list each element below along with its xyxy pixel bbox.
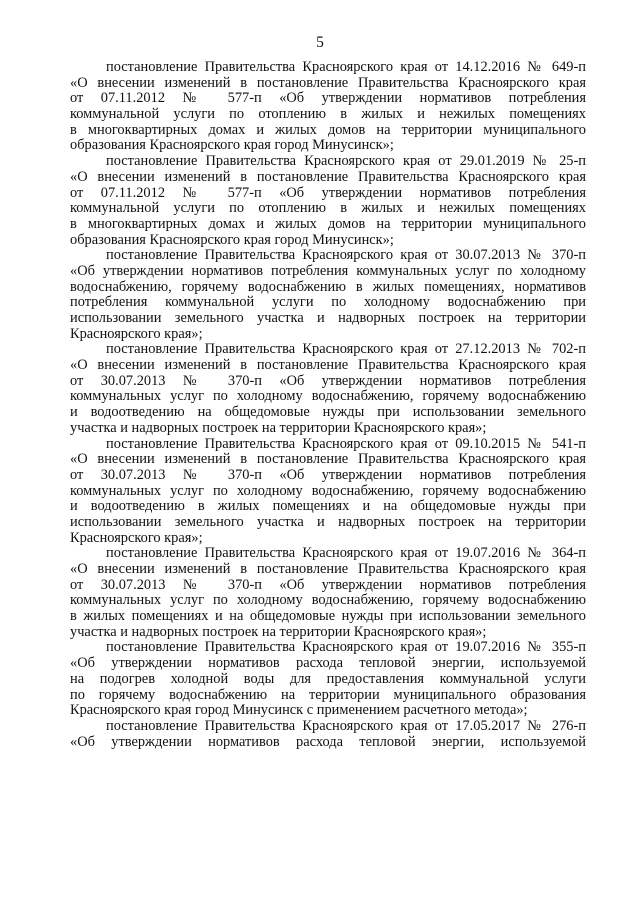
text-line: в многоквартирных домах и жилых домов на территории муниципального bbox=[70, 216, 586, 232]
paragraph-first-line: постановление Правительства Красноярского края от 19.07.2016 № 355-п bbox=[106, 640, 586, 656]
text-line: «О внесении изменений в постановление Правительства Красноярского края bbox=[70, 75, 586, 91]
text-line: в многоквартирных домах и жилых домов на территории муниципального bbox=[70, 122, 586, 138]
text-line: участка и надворных построек на территории Красноярского края»; bbox=[70, 624, 487, 640]
page-number: 5 bbox=[316, 34, 324, 51]
text-line: от 30.07.2013 № 370-п «Об утверждении нормативов потребления bbox=[70, 373, 586, 389]
text-line: от 30.07.2013 № 370-п «Об утверждении нормативов потребления bbox=[70, 577, 586, 593]
text-line: коммунальных услуг по холодному водоснабжению, горячему водоснабжению bbox=[70, 593, 586, 609]
paragraph-first-line: постановление Правительства Красноярского края от 30.07.2013 № 370-п bbox=[106, 248, 586, 264]
text-line: от 07.11.2012 № 577-п «Об утверждении нормативов потребления bbox=[70, 185, 586, 201]
paragraph-first-line: постановление Правительства Красноярского края от 09.10.2015 № 541-п bbox=[106, 436, 586, 452]
text-line: использовании земельного участка и надворных построек на территории bbox=[70, 311, 586, 326]
paragraph-first-line: постановление Правительства Красноярского края от 29.01.2019 № 25-п bbox=[106, 154, 586, 170]
text-line: «О внесении изменений в постановление Правительства Красноярского края bbox=[70, 562, 586, 577]
text-line: «О внесении изменений в постановление Правительства Красноярского края bbox=[70, 358, 586, 374]
text-line: «Об утверждении нормативов расхода тепловой энергии, используемой bbox=[70, 734, 586, 750]
text-line: «О внесении изменений в постановление Правительства Красноярского края bbox=[70, 452, 586, 468]
paragraph-first-line: постановление Правительства Красноярского края от 27.12.2013 № 702-п bbox=[106, 342, 586, 358]
text-line: и водоотведению в жилых помещениях и на общедомовые нужды при bbox=[70, 499, 586, 515]
text-line: коммунальной услуги по отоплению в жилых и нежилых помещениях bbox=[70, 107, 586, 123]
paragraph-first-line: постановление Правительства Красноярского края от 14.12.2016 № 649-п bbox=[106, 60, 586, 75]
text-line: Красноярского края город Минусинск с применением расчетного метода»; bbox=[70, 703, 528, 719]
text-line: «О внесении изменений в постановление Правительства Красноярского края bbox=[70, 169, 586, 185]
text-line: Красноярского края»; bbox=[70, 530, 203, 546]
text-line: на подогрев холодной воды для предоставления коммунальной услуги bbox=[70, 671, 586, 687]
text-line: коммунальных услуг по холодному водоснабжению, горячему водоснабжению bbox=[70, 483, 586, 499]
text-line: «Об утверждении нормативов потребления коммунальных услуг по холодному bbox=[70, 263, 586, 279]
text-line: от 30.07.2013 № 370-п «Об утверждении нормативов потребления bbox=[70, 467, 586, 483]
text-line: «Об утверждении нормативов расхода тепловой энергии, используемой bbox=[70, 656, 586, 672]
text-line: использовании земельного участка и надворных построек на территории bbox=[70, 514, 586, 530]
text-line: коммунальной услуги по отоплению в жилых и нежилых помещениях bbox=[70, 201, 586, 217]
text-line: в жилых помещениях и на общедомовые нужды при использовании земельного bbox=[70, 609, 586, 625]
text-line: потребления коммунальной услуги по холодному водоснабжению при bbox=[70, 295, 586, 311]
text-line: от 07.11.2012 № 577-п «Об утверждении нормативов потребления bbox=[70, 91, 586, 107]
document-body bbox=[70, 60, 586, 750]
text-line: образования Красноярского края город Минусинск»; bbox=[70, 138, 394, 154]
text-line: по горячему водоснабжению на территории муниципального образования bbox=[70, 687, 586, 703]
text-line: Красноярского края»; bbox=[70, 326, 203, 342]
text-line: водоснабжению, горячему водоснабжению в жилых помещениях, нормативов bbox=[70, 279, 586, 295]
text-line: участка и надворных построек на территории Красноярского края»; bbox=[70, 420, 487, 436]
text-line: коммунальных услуг по холодному водоснабжению, горячему водоснабжению bbox=[70, 389, 586, 405]
text-line: образования Красноярского края город Минусинск»; bbox=[70, 232, 394, 248]
text-line: и водоотведению на общедомовые нужды при использовании земельного bbox=[70, 405, 586, 421]
paragraph-first-line: постановление Правительства Красноярского края от 19.07.2016 № 364-п bbox=[106, 546, 586, 562]
paragraph-first-line: постановление Правительства Красноярского края от 17.05.2017 № 276-п bbox=[106, 718, 586, 734]
